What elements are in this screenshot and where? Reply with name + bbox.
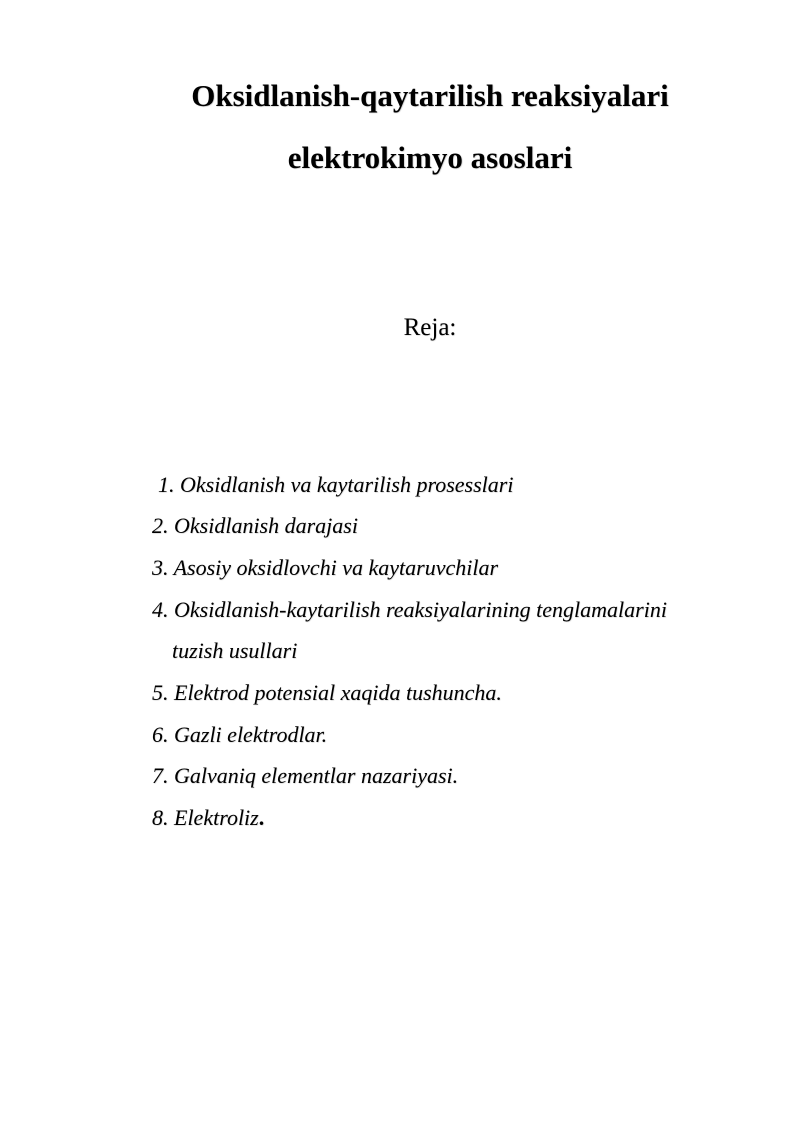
plan-item-1: 1. Oksidlanish va kaytarilish prosesslari bbox=[158, 472, 514, 497]
plan-item-2: 2. Oksidlanish darajasi bbox=[152, 513, 358, 538]
plan-item-6: 6. Gazli elektrodlar. bbox=[152, 722, 328, 747]
plan-item-4: 4. Oksidlanish-kaytarilish reaksiyalarining tenglamalarini bbox=[152, 597, 667, 622]
plan-item-4-continuation: tuzish usullari bbox=[172, 638, 298, 663]
plan-item-8-period: . bbox=[258, 805, 265, 830]
plan-item-8-text: 8. Elektroliz bbox=[152, 805, 259, 830]
document-title-line-2: elektrokimyo asoslari bbox=[287, 140, 573, 175]
plan-item-7: 7. Galvaniq elementlar nazariyasi. bbox=[152, 763, 459, 788]
plan-heading: Reja: bbox=[403, 314, 457, 341]
plan-item-5: 5. Elektrod potensial xaqida tushuncha. bbox=[152, 680, 502, 705]
plan-item-8 bbox=[152, 804, 264, 832]
plan-item-3: 3. Asosiy oksidlovchi va kaytaruvchilar bbox=[152, 555, 499, 580]
document-title-line-1: Oksidlanish-qaytarilish reaksiyalari bbox=[191, 78, 669, 113]
